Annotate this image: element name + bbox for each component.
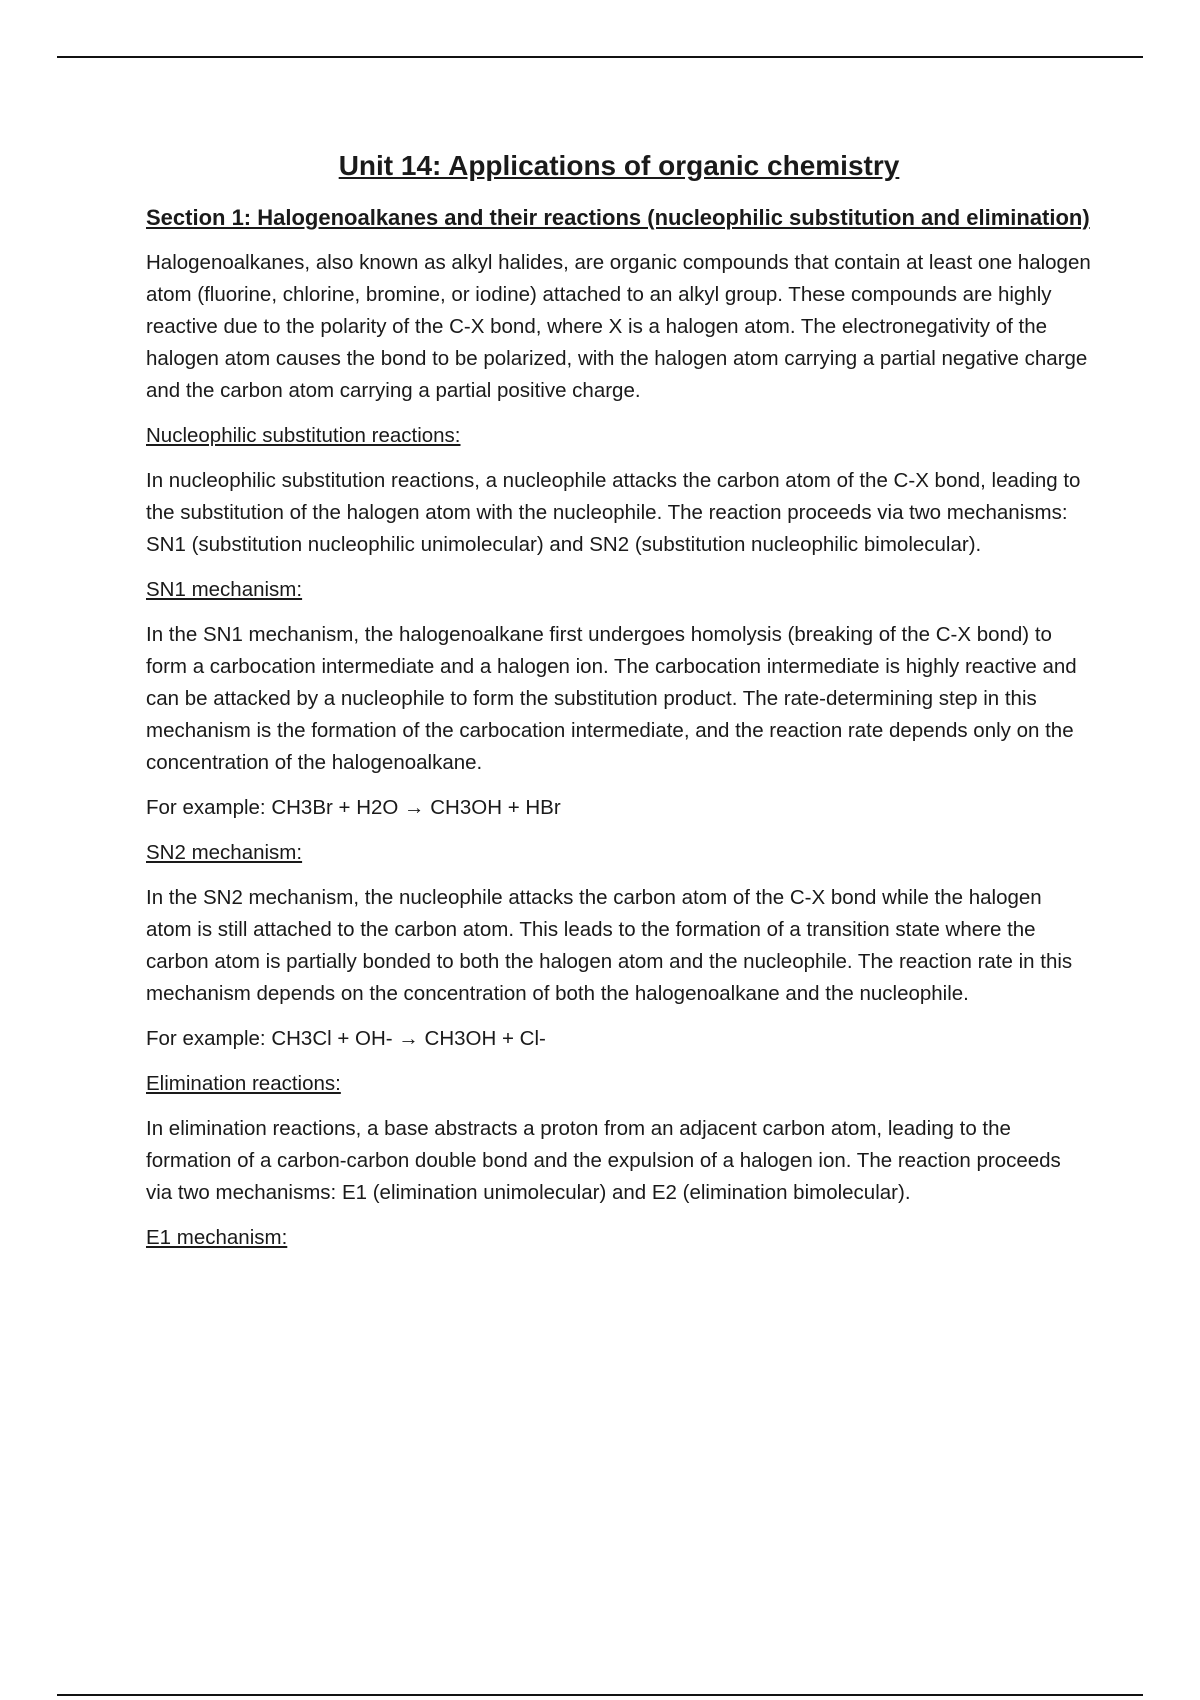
sn2-paragraph: In the SN2 mechanism, the nucleophile attacks the carbon atom of the C-X bond while the halogen atom is still attached to the carbon atom. This leads to the formation of a transition state where the carbon atom is partially bonded to both the halogen atom and the nucleophile. The reaction rate in this mechanism depends on the concentration of both the halogenoalkane and the nucleophile. [146,886,1073,1005]
intro-paragraph: Halogenoalkanes, also known as alkyl halides, are organic compounds that contain at least one halogen atom (fluorine, chlorine, bromine, or iodine) attached to an alkyl group. These compounds are highly reactive due to the polarity of the C-X bond, where X is a halogen atom. The electronegativity of the halogen atom causes the bond to be polarized, with the halogen atom carrying a partial negative charge and the carbon atom carrying a partial positive charge. [146,251,1091,402]
nucleophilic-substitution-heading: Nucleophilic substitution reactions: [146,424,461,447]
sn1-paragraph: In the SN1 mechanism, the halogenoalkane first undergoes homolysis (breaking of the C-X bond) to form a carbocation intermediate and a halogen ion. The carbocation intermediate is highly reactive and can be attacked by a nucleophile to form the substitution product. The rate-determining step in this mechanism is the formation of the carbocation intermediate, and the reaction rate depends only on the concentration of the halogenoalkane. [146,623,1077,774]
elimination-paragraph: In elimination reactions, a base abstracts a proton from an adjacent carbon atom, leading to the formation of a carbon-carbon double bond and the expulsion of a halogen ion. The reaction proceeds via two mechanisms: E1 (elimination unimolecular) and E2 (elimination bimolecular). [146,1117,1061,1204]
header-rule [57,56,1143,58]
e1-heading: E1 mechanism: [146,1226,288,1249]
document-body [146,148,1092,1267]
elimination-heading: Elimination reactions: [146,1072,341,1095]
section-heading: Section 1: Halogenoalkanes and their reactions (nucleophilic substitution and elimination) [146,205,1090,230]
sn1-example: For example: CH3Br + H2O → CH3OH + HBr [146,796,561,819]
sn2-example: For example: CH3Cl + OH- → CH3OH + Cl- [146,1027,546,1050]
footer-rule [57,1694,1143,1696]
page-title: Unit 14: Applications of organic chemistry [338,150,900,181]
sn1-heading: SN1 mechanism: [146,578,303,601]
nucleophilic-substitution-paragraph: In nucleophilic substitution reactions, a nucleophile attacks the carbon atom of the C-X bond, leading to the substitution of the halogen atom with the nucleophile. The reaction proceeds via two mechanisms: SN1 (substitution nucleophilic unimolecular) and SN2 (substitution nucleophilic bimolecular). [146,469,1081,556]
sn2-heading: SN2 mechanism: [146,841,303,864]
